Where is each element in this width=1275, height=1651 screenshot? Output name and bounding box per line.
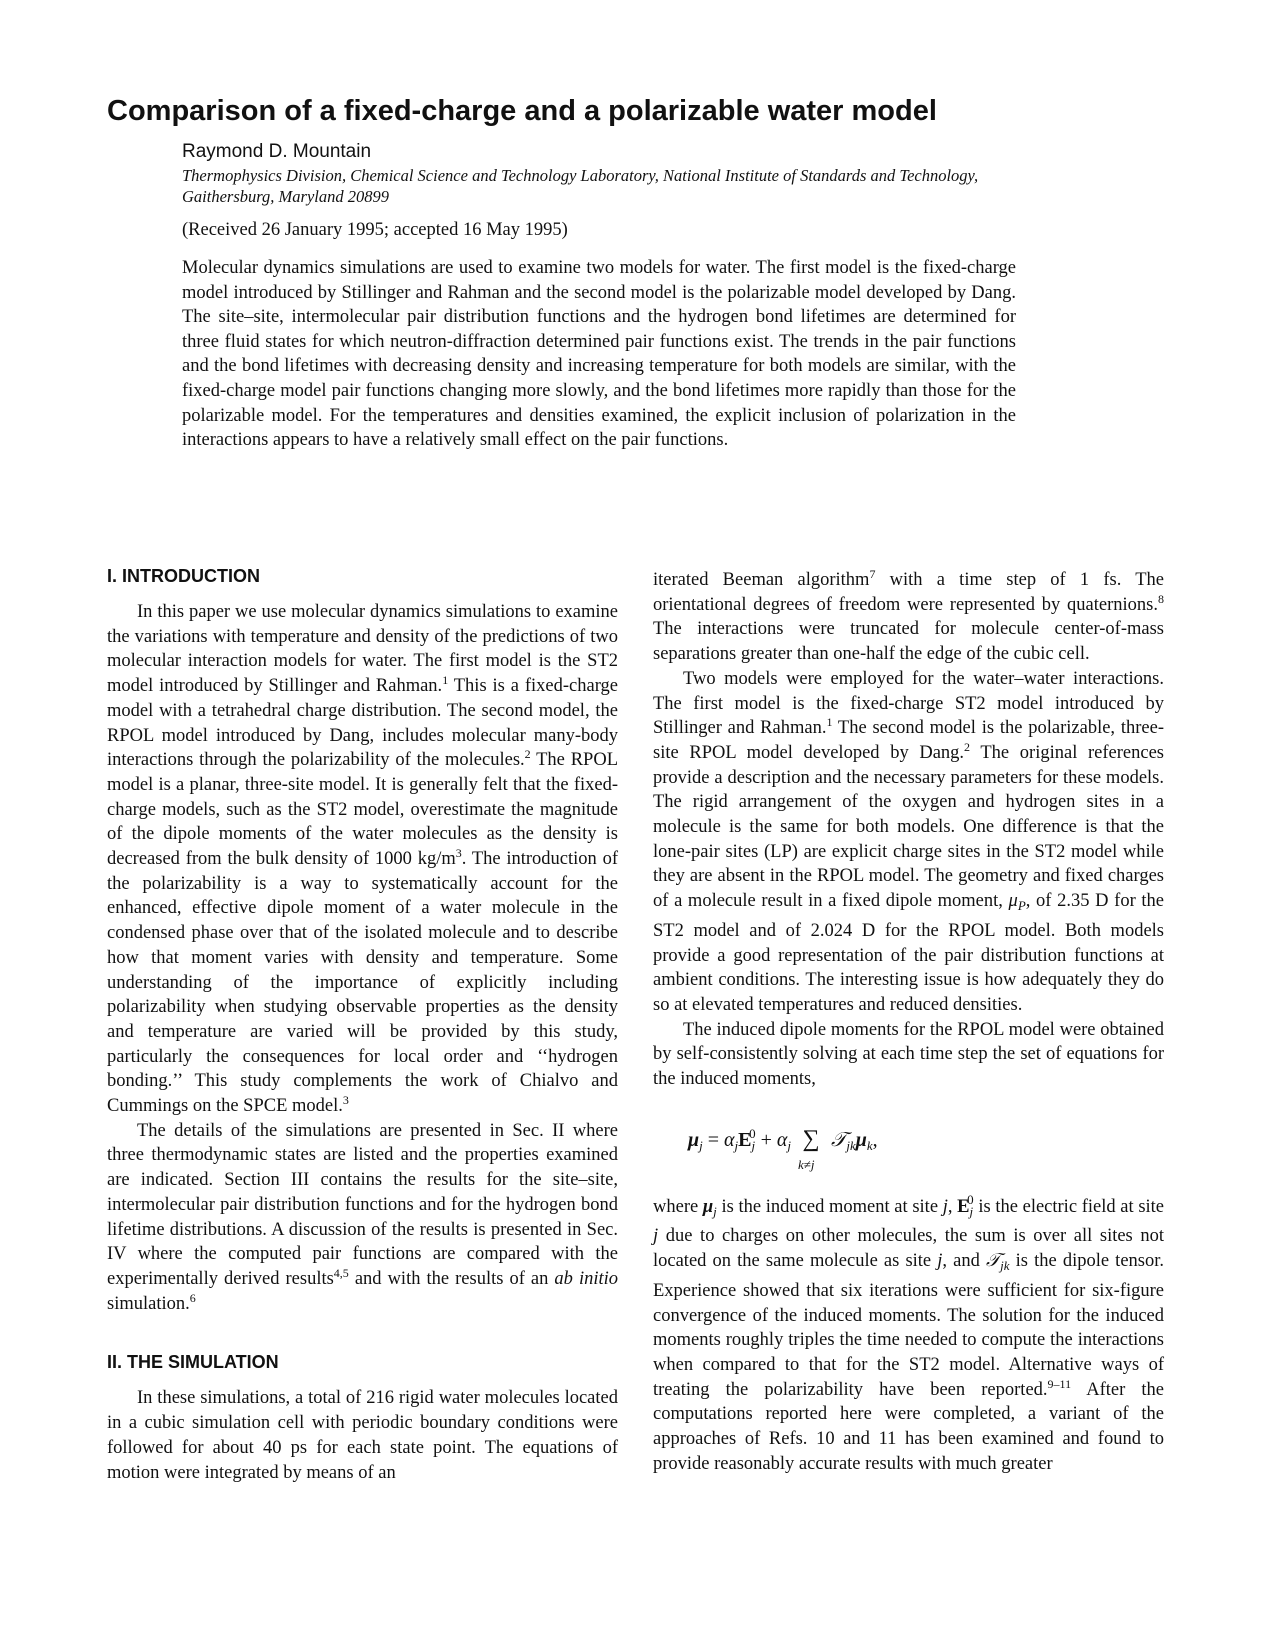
- superscript: 0: [749, 1125, 756, 1141]
- citation: 4,5: [333, 1265, 349, 1280]
- citation: 9–11: [1047, 1376, 1072, 1391]
- citation: 8: [1158, 591, 1164, 606]
- citation: 3: [342, 1092, 349, 1107]
- superscript: 0: [967, 1191, 974, 1207]
- left-column: [107, 564, 618, 1485]
- equation-body: [688, 1122, 878, 1172]
- simulation-paragraph-1: In these simulations, a total of 216 rigid water molecules located in a cubic simulation cell with periodic boundary conditions were followed for about 40 ps for each state point. The equations of motion were integrated by means of an: [107, 1388, 618, 1483]
- citation: 1: [826, 715, 833, 730]
- subscript: j: [734, 1137, 739, 1153]
- author-affiliation: Thermophysics Division, Chemical Science and Technology Laboratory, National Institute of Standards and Technology, Gaithersburg, Maryland 20899: [182, 166, 979, 206]
- text: ,: [947, 1196, 958, 1217]
- subscript: P: [1017, 898, 1026, 914]
- text: Two models were employed for the water–water interactions. The first model is the fixed-charge ST2 model introduced by Stillinger and Rahman.: [653, 668, 1164, 739]
- text: . The introduction of the polarizability is a way to systematically account for the enhanced, effective dipole moment of a water molecule in the condensed phase over that of the isolated molecule and to describe how that moment varies with density and temperature. Some understanding of the importance of explicitly including polarizability when studying observable properties as the density and temperature are varied will be provided by this study, particularly the consequences for local order and ‘‘hydrogen bonding.’’ This study complements the work of Chialvo and Cummings on the SPCE model.: [107, 849, 618, 1117]
- text: due to charges on other molecules, the sum is over all sites not located on the same molecule as site: [653, 1226, 1164, 1272]
- symbol-mu: μ: [702, 1196, 714, 1217]
- subscript: j: [969, 1203, 974, 1219]
- symbol-j: j: [937, 1251, 943, 1272]
- symbol-e-field: E: [957, 1196, 970, 1217]
- text: In this paper we use molecular dynamics simulations to examine the variations with temperature and density of the predictions of two molecular interaction models for water. The first model is the ST2 model introduced by Stillinger and Rahman.: [107, 602, 618, 697]
- citation: 2: [964, 739, 971, 754]
- citation: 7: [869, 566, 876, 581]
- intro-paragraph-1: [107, 600, 618, 1119]
- text: , and: [942, 1251, 986, 1272]
- paper-title: Comparison of a fixed-charge and a polarizable water model: [107, 95, 937, 127]
- symbol-alpha: α: [776, 1128, 788, 1151]
- text: and with the results of an: [348, 1268, 555, 1289]
- exponent: 3: [455, 845, 462, 860]
- symbol-alpha: α: [724, 1128, 735, 1151]
- simulation-paragraph-4: [653, 1188, 1164, 1477]
- text: , of 2.35 D for the ST2 model and of 2.024 D for the RPOL model. Both models provide a good representation of the pair distribution functions at ambient conditions. The interesting issue is how adequately they do so at elevated temperatures and reduced densities.: [653, 891, 1164, 1015]
- summation-sign: ∑: [802, 1125, 820, 1152]
- simulation-paragraph-1-cont: [653, 568, 1164, 667]
- text: The details of the simulations are presented in Sec. II where three thermodynamic states are listed and the properties examined are indicated. Section III contains the results for the site–site, intermolecular pair distribution functions and for the hydrogen bond lifetime distributions. A discussion of the results is presented in Sec. IV where the computed pair functions are compared with the experimentally derived results: [107, 1120, 618, 1289]
- subscript: j: [751, 1137, 756, 1153]
- symbol-mu: μ: [855, 1128, 867, 1151]
- symbol-e-field: E: [738, 1128, 752, 1151]
- summation-index: k≠j: [798, 1156, 815, 1172]
- text: The original references provide a description and the necessary parameters for these models. The rigid arrangement of the oxygen and hydrogen sites in a molecule is the same for both models. One difference is that the lone-pair sites (LP) are explicit charge sites in the ST2 model while they are absent in the RPOL model. The geometry and fixed charges of a molecule result in a fixed dipole moment,: [653, 742, 1164, 912]
- citation: 6: [189, 1290, 196, 1305]
- text: simulation.: [107, 1293, 190, 1314]
- symbol-mu: μ: [688, 1128, 700, 1151]
- text: The RPOL model is a planar, three-site model. It is generally felt that the fixed-charge models, such as the ST2 model, overestimate the magnitude of the dipole moments of the water molecules as the density is decreased from the bulk density of 1000 kg/m: [107, 750, 618, 870]
- subscript: jk: [846, 1137, 856, 1153]
- subscript: j: [699, 1137, 703, 1153]
- text: iterated Beeman algorithm: [653, 570, 870, 590]
- symbol-j: j: [653, 1226, 659, 1247]
- abstract: Molecular dynamics simulations are used to examine two models for water. The first model is the fixed-charge model introduced by Stillinger and Rahman and the second model is the polarizable model developed by Dang. The site–site, intermolecular pair distribution functions and the hydrogen bond lifetimes are determined for three fluid states for which neutron-diffraction determined pair functions exist. The trends in the pair functions and the bond lifetimes with decreasing density and increasing temperature for both models are similar, with the fixed-charge model pair functions changing more slowly, and the bond lifetimes more rapidly than those for the polarizable model. For the temperatures and densities examined, the explicit inclusion of polarization in the interactions appears to have a relatively small effect on the pair functions.: [182, 258, 1016, 451]
- section-heading-simulation: II. THE SIMULATION: [107, 1352, 279, 1373]
- text: The second model is the polarizable, three-site RPOL model developed by Dang.: [653, 718, 1164, 763]
- text: with a time step of 1 fs. The orientational degrees of freedom were represented by quaternions.: [653, 570, 1164, 615]
- symbol-mu: μ: [1008, 891, 1018, 912]
- intro-paragraph-2: [107, 1119, 618, 1317]
- citation: 1: [442, 672, 449, 687]
- subscript: k: [866, 1137, 873, 1153]
- subscript: jk: [1000, 1258, 1010, 1274]
- simulation-paragraph-3: The induced dipole moments for the RPOL model were obtained by self-consistently solving at each time step the set of equations for the induced moments,: [653, 1019, 1164, 1090]
- symbol-j: j: [942, 1196, 948, 1217]
- text: After the computations reported here were completed, a variant of the approaches of Refs. 10 and 11 has been examined and found to provide reasonably accurate results with much greater: [653, 1379, 1164, 1474]
- text: is the electric field at site: [973, 1196, 1165, 1217]
- induced-moment-equation: [653, 1092, 1164, 1188]
- text: where: [653, 1196, 703, 1217]
- text: The interactions were truncated for molecule center-of-mass separations greater than one-half the edge of the cubic cell.: [653, 619, 1164, 665]
- symbol-dipole-tensor: 𝒯: [985, 1250, 1001, 1272]
- citation: 2: [524, 747, 531, 762]
- right-column: [653, 568, 1164, 1477]
- simulation-paragraph-2: [653, 667, 1164, 1018]
- equals-sign: =: [707, 1128, 720, 1151]
- section-heading-introduction: I. INTRODUCTION: [107, 566, 260, 586]
- text: is the induced moment at site: [716, 1196, 943, 1217]
- author-name: Raymond D. Mountain: [182, 141, 372, 162]
- subscript: j: [787, 1137, 792, 1153]
- received-dates: (Received 26 January 1995; accepted 16 May 1995): [182, 220, 568, 240]
- text: This is a fixed-charge model with a tetrahedral charge distribution. The second model, the RPOL model introduced by Dang, includes molecular many-body interactions through the polarizability of the molecules.: [107, 676, 619, 771]
- summation: [796, 1125, 826, 1172]
- italic-text: ab initio: [554, 1268, 618, 1289]
- plus-sign: +: [760, 1128, 772, 1151]
- text: is the dipole tensor. Experience showed that six iterations were sufficient for six-figure convergence of the induced moments. The solution for the induced moments roughly triples the time needed to compute the interactions when compared to that for the ST2 model. Alternative ways of treating the polarizability have been reported.: [653, 1251, 1164, 1400]
- subscript: j: [713, 1203, 717, 1219]
- symbol-dipole-tensor: 𝒯: [831, 1126, 847, 1151]
- punctuation: ,: [872, 1128, 878, 1151]
